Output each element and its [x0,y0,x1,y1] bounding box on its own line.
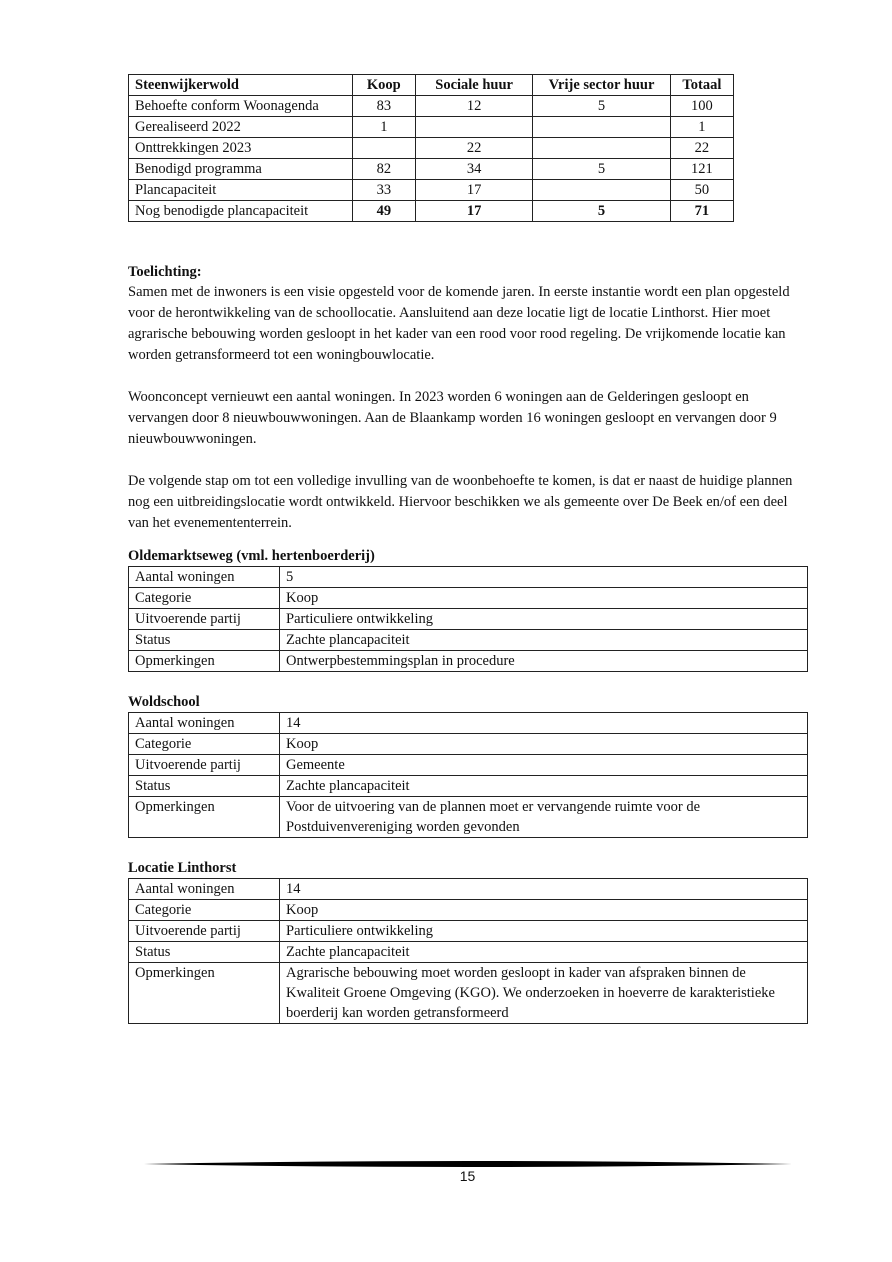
row-label: Aantal woningen [129,879,280,900]
row-value: 5 [280,567,808,588]
row-value: Koop [280,588,808,609]
paragraph: De volgende stap om tot een volledige invulling van de woonbehoefte te komen, is dat er naast de huidige plannen nog een uitbreidingslocatie wordt ontwikkeld. Hiervoor beschikken we als gemeente over De Beek en/of een deel van het evenemententerrein. [128,473,793,531]
column-header: Sociale huur [415,75,532,96]
table-row [129,630,808,651]
table-cell [533,180,670,201]
housing-table [128,74,734,222]
table-row-total [129,201,734,222]
table-cell: 5 [533,96,670,117]
row-label: Opmerkingen [129,963,280,1024]
table-cell: 121 [670,159,733,180]
row-value: Koop [280,900,808,921]
table-cell: 12 [415,96,532,117]
table-row [129,567,808,588]
project-table [128,712,808,838]
table-cell [352,138,415,159]
table-cell: 5 [533,159,670,180]
table-cell [415,117,532,138]
table-cell: 5 [533,201,670,222]
table-cell [533,138,670,159]
table-cell: 71 [670,201,733,222]
table-row [129,138,734,159]
table-cell: 100 [670,96,733,117]
row-label: Aantal woningen [129,713,280,734]
column-header: Steenwijkerwold [129,75,353,96]
column-header: Koop [352,75,415,96]
row-label: Categorie [129,588,280,609]
table-row [129,180,734,201]
table-row [129,734,808,755]
table-cell: 49 [352,201,415,222]
project-linthorst [128,858,808,1024]
table-cell: 22 [670,138,733,159]
table-cell: 34 [415,159,532,180]
table-cell: Nog benodigde plancapaciteit [129,201,353,222]
table-row [129,963,808,1024]
table-row [129,900,808,921]
project-title: Locatie Linthorst [128,860,237,876]
table-cell: 17 [415,180,532,201]
table-row [129,879,808,900]
row-label: Uitvoerende partij [129,921,280,942]
table-cell: 1 [352,117,415,138]
row-value: Zachte plancapaciteit [280,942,808,963]
paragraph: Woonconcept vernieuwt een aantal woningen. In 2023 worden 6 woningen aan de Gelderingen gesloopt en vervangen door 8 nieuwbouwwoningen. Aan de Blaankamp worden 16 woningen gesloopt en vervangen door 9 nieuwbouwwoningen. [128,389,777,447]
row-value: Particuliere ontwikkeling [280,609,808,630]
table-cell: 1 [670,117,733,138]
project-table [128,566,808,672]
row-label: Status [129,630,280,651]
project-woldschool [128,692,808,838]
row-label: Opmerkingen [129,797,280,838]
table-row [129,651,808,672]
table-cell: Plancapaciteit [129,180,353,201]
project-title: Woldschool [128,694,200,710]
table-row [129,96,734,117]
table-row [129,942,808,963]
column-header: Vrije sector huur [533,75,670,96]
row-value: Agrarische bebouwing moet worden gesloopt in kader van afspraken binnen de Kwaliteit Groene Omgeving (KGO). We onderzoeken in hoeverre de karakteristieke boerderij kan worden getransformeerd [280,963,808,1024]
row-value: Ontwerpbestemmingsplan in procedure [280,651,808,672]
table-row [129,117,734,138]
row-value: Gemeente [280,755,808,776]
row-value: Zachte plancapaciteit [280,776,808,797]
paragraph: Samen met de inwoners is een visie opgesteld voor de komende jaren. In eerste instantie wordt een plan opgesteld voor de herontwikkeling van de schoollocatie. Aansluitend aan deze locatie ligt de locatie Linthorst. Hier moet agrarische bebouwing worden gesloopt in het kader van een rood voor rood regeling. De vrijkomende locatie kan worden getransformeerd tot een woningbouwlocatie. [128,284,790,363]
row-value: 14 [280,879,808,900]
toelichting-heading: Toelichting: [128,264,202,280]
page-number: 15 [459,1168,476,1184]
table-row [129,797,808,838]
column-header: Totaal [670,75,733,96]
table-cell: 50 [670,180,733,201]
row-value: Zachte plancapaciteit [280,630,808,651]
project-table [128,878,808,1024]
row-label: Opmerkingen [129,651,280,672]
row-label: Uitvoerende partij [129,609,280,630]
project-oldemarktseweg [128,546,808,672]
row-label: Categorie [129,734,280,755]
row-label: Status [129,776,280,797]
row-value: 14 [280,713,808,734]
project-title: Oldemarktseweg (vml. hertenboerderij) [128,548,375,564]
table-row [129,755,808,776]
table-row [129,588,808,609]
table-row [129,921,808,942]
table-row [129,776,808,797]
table-row [129,713,808,734]
row-label: Status [129,942,280,963]
table-row [129,159,734,180]
table-header-row [129,75,734,96]
table-cell: Benodigd programma [129,159,353,180]
table-cell: 22 [415,138,532,159]
row-value: Particuliere ontwikkeling [280,921,808,942]
row-value: Koop [280,734,808,755]
table-row [129,609,808,630]
table-cell: Gerealiseerd 2022 [129,117,353,138]
table-cell: Onttrekkingen 2023 [129,138,353,159]
table-cell: 17 [415,201,532,222]
toelichting-section [128,262,808,534]
row-label: Aantal woningen [129,567,280,588]
row-label: Uitvoerende partij [129,755,280,776]
table-cell: 83 [352,96,415,117]
row-value: Voor de uitvoering van de plannen moet er vervangende ruimte voor de Postduivenvereniging worden gevonden [280,797,808,838]
table-cell: 82 [352,159,415,180]
table-cell: Behoefte conform Woonagenda [129,96,353,117]
row-label: Categorie [129,900,280,921]
table-cell: 33 [352,180,415,201]
table-cell [533,117,670,138]
